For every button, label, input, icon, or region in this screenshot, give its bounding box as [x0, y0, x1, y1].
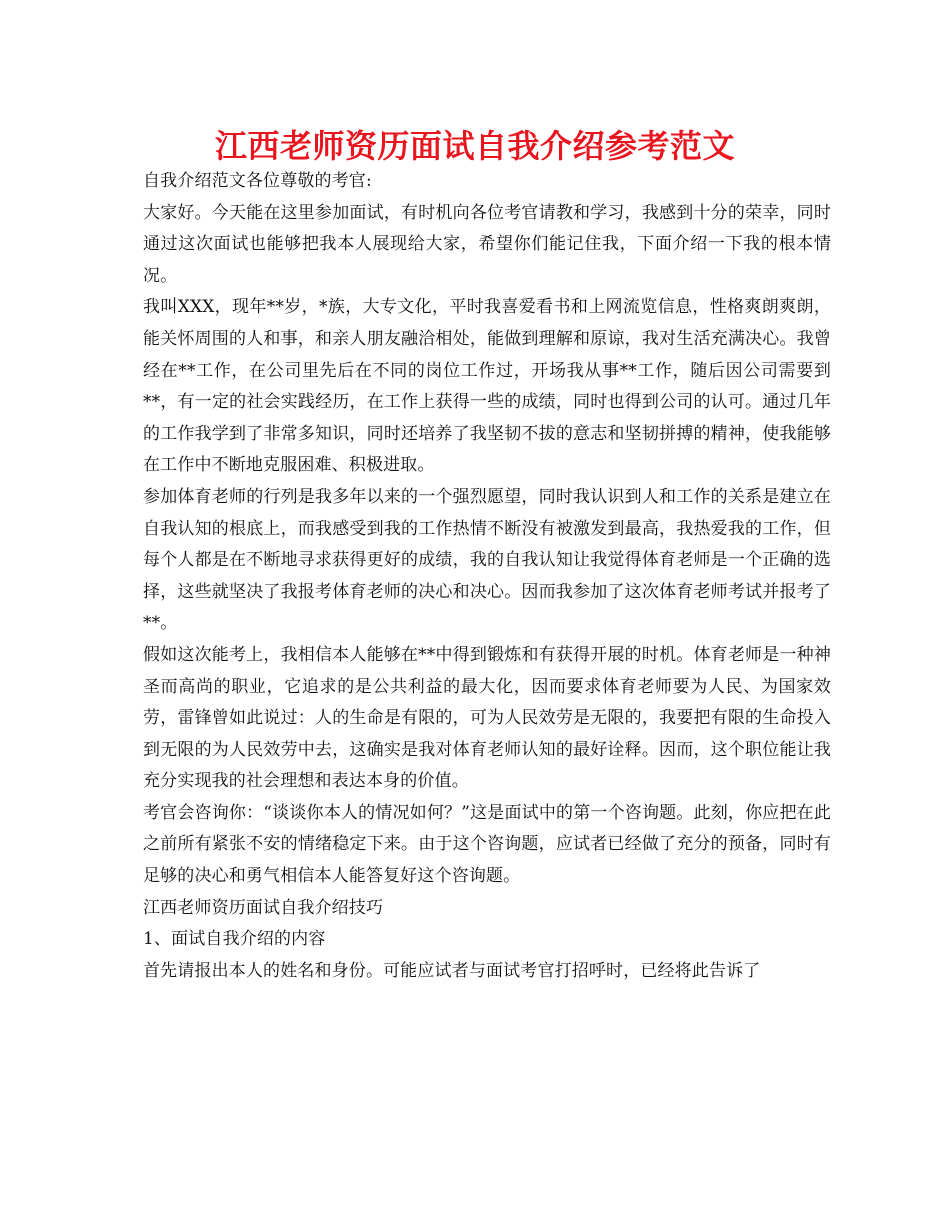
document-body: [143, 166, 831, 987]
paragraph-interview-question: 考官会咨询你：“谈谈你本人的情况如何？”这是面试中的第一个咨询题。此刻，你应把在此之前所有紧张不安的情绪稳定下来。由于这个咨询题，应试者已经做了充分的预备，同时有足够的决心和勇气相信本人能答复好这个咨询题。: [143, 802, 831, 887]
paragraph-salutation: 自我介绍范文各位尊敬的考官:: [143, 171, 372, 191]
section-heading-tips: 江西老师资历面试自我介绍技巧: [143, 897, 384, 918]
paragraph-name-identity: 首先请报出本人的姓名和身份。可能应试者与面试考官打招呼时，已经将此告诉了: [143, 960, 761, 981]
paragraph-background: 我叫XXX，现年**岁，*族，大专文化，平时我喜爱看书和上网流览信息，性格爽朗爽朗，能关怀周围的人和事，和亲人朋友融洽相处，能做到理解和原谅，我对生活充满决心。我曾经在**工作，在公司里先后在不同的岗位工作过，开场我从事**工作，随后因公司需要到**，有一定的社会实践经历，在工作上获得一些的成绩，同时也得到公司的认可。通过几年的工作我学到了非常多知识，同时还培养了我坚韧不拔的意志和坚韧拼搏的精神，使我能够在工作中不断地克服困难、积极进取。: [143, 297, 831, 476]
paragraph-motivation: 参加体育老师的行列是我多年以来的一个强烈愿望，同时我认识到人和工作的关系是建立在自我认知的根底上，而我感受到我的工作热情不断没有被激发到最高，我热爱我的工作，但每个人都是在不断地寻求获得更好的成绩，我的自我认知让我觉得体育老师是一个正确的选择，这些就坚决了我报考体育老师的决心和决心。因而我参加了这次体育老师考试并报考了**。: [143, 486, 831, 634]
subheading-content: 1、面试自我介绍的内容: [143, 929, 326, 950]
document-title: 江西老师资历面试自我介绍参考范文: [214, 127, 735, 165]
paragraph-aspiration: 假如这次能考上，我相信本人能够在**中得到锻炼和有获得开展的时机。体育老师是一种神圣而高尚的职业，它追求的是公共利益的最大化，因而要求体育老师要为人民、为国家效劳，雷锋曾如此说过：人的生命是有限的，可为人民效劳是无限的，我要把有限的生命投入到无限的为人民效劳中去，这确实是我对体育老师认知的最好诠释。因而，这个职位能让我充分实现我的社会理想和表达本身的价值。: [143, 644, 831, 792]
paragraph-greeting: 大家好。今天能在这里参加面试，有时机向各位考官请教和学习，我感到十分的荣幸，同时通过这次面试也能够把我本人展现给大家，希望你们能记住我，下面介绍一下我的根本情况。: [143, 202, 831, 286]
